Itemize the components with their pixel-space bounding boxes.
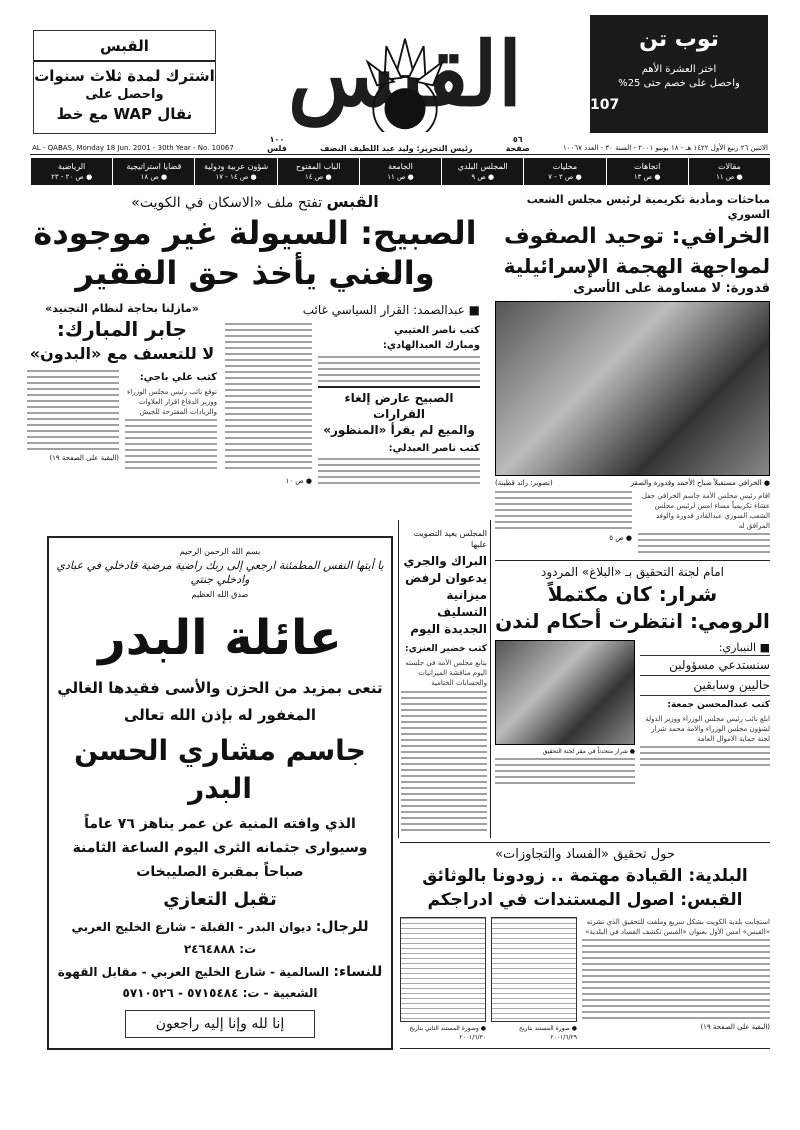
jaber-kicker: «مازلنا بحاجة لنظام التجنيد» — [45, 302, 199, 315]
obituary-men-phone: ت: ٢٤٦٤٨٨٨ — [183, 942, 257, 956]
barrak-headline: البراك والجري يدعوان لرفض ميزانية التسليف الجديدة اليوم — [403, 554, 487, 636]
top-ten-line2: واحصل على خصم حتى 25% — [618, 78, 740, 89]
subscribe-ad-line2: واحصل على — [85, 87, 164, 102]
section-page: ● ص ١٨ — [140, 172, 168, 181]
sharar-body — [495, 758, 635, 786]
section-link[interactable] — [359, 158, 441, 185]
pages — [506, 135, 530, 153]
municipality-more: (البقية على الصفحة ١٩) — [700, 1023, 770, 1031]
kharafi-page-ref: ● ص ٥ — [609, 534, 632, 542]
obituary-notice — [47, 536, 393, 1050]
nibari-lead: ابلغ نائب رئيس مجلس الوزراء ووزير الدولة لشؤون مجلس الوزراء والامة محمد شرار لجنة حماية الاموال العامة — [645, 715, 770, 743]
jaber-body-2 — [125, 419, 217, 469]
pages-unit: صفحة — [505, 144, 530, 153]
jaber-headline-1: جابر المبارك: — [56, 317, 188, 341]
kharafi-photo-credit: (تصوير: رائد قطينة) — [495, 479, 553, 487]
section-link[interactable] — [277, 158, 359, 185]
obituary-closing-verse: إنا لله وإنا إليه راجعون — [125, 1010, 315, 1038]
housing-body-col3 — [225, 323, 312, 473]
section-page: ● ص ١٤ - ١٧ — [215, 172, 257, 181]
subscribe-ad — [33, 30, 216, 134]
obituary-name: جاسم مشاري الحسن البدر — [74, 734, 366, 805]
nibari-line1: سنستدعي مسؤولين — [640, 655, 770, 676]
municipality-lead: استجابت بلدية الكويت بشكل سريع وملفت للتحقيق الذي نشرته «القبس» امس الأول بعنوان «القبس تكشف الفساد في البلدية» — [585, 918, 770, 936]
masthead-rule — [30, 154, 770, 155]
section-label: المجلس البلدي — [457, 161, 508, 171]
housing-body-col4 — [318, 458, 480, 484]
kharafi-kicker: مباحثات ومأدبة تكريمية لرئيس مجلس الشعب السوري — [526, 193, 770, 221]
kharafi-body — [638, 533, 770, 555]
price-unit: فلس — [267, 144, 287, 153]
obituary-verse-end: صدق الله العظيم — [191, 590, 249, 599]
jaber-body-1 — [27, 370, 119, 450]
subscribe-ad-line1: اشترك لمدة ثلاث سنوات — [34, 67, 215, 85]
barrak-lead: يتابع مجلس الأمة في جلسته اليوم مناقشة الميزانيات والحسابات الختامية — [405, 659, 487, 687]
sharar-kicker: امام لجنة التحقيق بـ «البلاغ» المردود — [541, 565, 724, 579]
sharar-headline-2: الرومي: انتظرت أحكام لندن — [495, 609, 770, 633]
obituary-men-label: للرجال: — [315, 919, 369, 935]
obituary-condolences: تقبل التعازي — [163, 889, 277, 910]
obituary-women-2: الشعبية - ت: ٥٧١٥٤٨٤ - ٥٧١٠٥٢٦ — [122, 986, 318, 1000]
samad-block — [225, 301, 480, 486]
right-region — [495, 192, 770, 786]
sharar-headline-1: شرار: كان مكتملاً — [547, 582, 718, 606]
document-2-caption: ● وصورة المستند الثاني بتاريخ ٢٠٠١/٦/٣٠ — [409, 1025, 486, 1041]
obituary-line4: وسيوارى جثمانه الثرى اليوم الساعة الثامنة — [72, 840, 368, 856]
price-value: ١٠٠ — [269, 135, 285, 144]
price — [267, 135, 287, 153]
top-ten-number: 107 — [590, 97, 620, 113]
obituary-men-address: ديوان البدر - القبلة - شارع الخليج العربي — [71, 920, 312, 934]
obituary-verse: يا أيتها النفس المطمئنة ارجعي إلى ربك راضية مرضية فادخلي في عبادي وادخلي جنتي — [56, 559, 384, 586]
barrak-block — [401, 528, 487, 831]
jaber-more: (البقية على الصفحة ١٩) — [49, 454, 119, 462]
section-label: مقالات — [717, 161, 741, 171]
top-ten-ad — [590, 15, 768, 133]
section-page: ● ص ١١ — [716, 172, 743, 181]
section-label: الجامعة — [388, 161, 413, 171]
municipality-body — [582, 939, 770, 1019]
section-page: ● ص ١٣ — [633, 172, 661, 181]
sharar-caption: ● شرار متحدثاً في مقر لجنة التحقيق — [542, 748, 635, 755]
subscribe-ad-brand: القبس — [100, 37, 149, 55]
logo-text: القبس — [287, 22, 523, 126]
kharafi-headline-2: لمواجهة الهجمة الإسرائيلية — [503, 254, 770, 278]
jaber-block — [27, 301, 217, 486]
obituary-line2: المغفور له بإذن الله تعالى — [123, 706, 317, 724]
housing-byline-3: كتب ناصر العبدلي: — [388, 443, 480, 454]
housing-kicker-text: تفتح ملف «الاسكان في الكويت» — [131, 195, 323, 211]
nibari-title: ■ النيباري: — [718, 641, 770, 654]
section-label: شؤون عربية ودولية — [203, 161, 269, 171]
municipality-block — [400, 846, 770, 1049]
masthead-logo — [225, 20, 585, 132]
municipality-headline-2 — [400, 888, 770, 912]
dateline-row — [32, 134, 768, 153]
section-label: اتجاهات — [634, 161, 661, 171]
housing-kicker-brand: القبس — [326, 192, 379, 211]
section-index-bar — [30, 158, 770, 185]
section-link[interactable] — [112, 158, 194, 185]
section-link[interactable] — [441, 158, 523, 185]
housing-body-col1 — [318, 356, 480, 382]
jaber-lead: توقع نائب رئيس مجلس الوزراء ووزير الدفاع اقرار العلاوات والزيادات المقترحة للجيش — [126, 388, 217, 416]
top-ten-brand: توب تن — [639, 27, 719, 52]
obituary-line5: صباحاً بمقبرة الصليبخات — [136, 864, 304, 880]
barrak-byline: كتب خضير العنزي: — [405, 644, 487, 654]
jaber-byline: كتب علي باجي: — [139, 372, 217, 383]
kharafi-body-2 — [495, 491, 632, 531]
housing-page-ref: ● ص ١٠ — [285, 477, 312, 485]
pages-value: ٥٦ — [512, 135, 523, 144]
section-page: ● ص ١١ — [387, 172, 414, 181]
housing-byline-line1: كتب ناصر العتيبي — [393, 325, 480, 336]
section-page: ● ص ٢٠ - ٢٣ — [51, 172, 93, 181]
obituary-line3: الذي وافته المنية عن عمر يناهز ٧٦ عاماً — [84, 816, 356, 832]
municipality-headline-brand: القبس: — [680, 890, 743, 910]
section-link[interactable] — [523, 158, 605, 185]
section-label: الباب المفتوح — [295, 161, 341, 171]
kharafi-lead: اقام رئيس مجلس الأمة جاسم الخرافي حفل عشاء تكريمياً مساء امس لرئيس مجلس الشعب السوري عبدالقادر قدورة والوفد المرافق له — [641, 492, 770, 530]
section-label: قضايا استراتيجية — [126, 161, 182, 171]
english-dateline: AL - QABAS, Monday 18 Jun. 2001 - 30th Year - No. 10067 — [32, 144, 234, 152]
housing-byline-line2: ومبارك العبدالهادي: — [382, 340, 480, 351]
section-link[interactable] — [606, 158, 688, 185]
nibari-byline: كتب عبدالمحسن جمعة: — [667, 700, 770, 710]
housing-headline-1: الصبيح: السيولة غير موجودة — [33, 214, 477, 252]
kharafi-photo — [495, 301, 770, 476]
obituary-family: عائلة البدر — [98, 610, 342, 666]
subscribe-ad-line3: نقال WAP مع خط — [56, 105, 193, 123]
section-link[interactable] — [688, 158, 770, 185]
housing-samad-title: ■ عبدالصمد: القرار السياسي غائب — [302, 303, 480, 317]
barrak-kicker: المجلس يعيد التصويت عليها — [413, 529, 487, 549]
jaber-headline-2: لا للتعسف مع «البدون» — [29, 344, 215, 363]
kharafi-headline-1: الخرافي: توحيد الصفوف — [504, 224, 770, 249]
document-image-2 — [400, 917, 486, 1022]
housing-kicker — [30, 192, 480, 213]
kharafi-caption: ● الخرافي مستقبلاً صباح الأحمد وقدورة والصقر — [630, 479, 770, 487]
housing-headline-2: والغني يأخذ حق الفقير — [75, 254, 435, 292]
document-image-1 — [491, 917, 577, 1022]
municipality-headline-2-text: اصول المستندات في ادراجكم — [427, 890, 675, 910]
editor-in-chief: رئيس التحرير: وليد عبد اللطيف النصف — [320, 144, 473, 153]
obituary-line1: تنعى بمزيد من الحزن والأسى فقيدها الغالي — [57, 679, 383, 697]
section-link[interactable] — [194, 158, 276, 185]
nibari-block — [640, 640, 770, 786]
nibari-body — [640, 746, 770, 770]
obituary-men — [49, 918, 391, 936]
obituary-women-label: للنساء: — [333, 964, 383, 980]
barrak-body — [401, 691, 487, 831]
section-page: ● ص ٢ - ٧ — [548, 172, 582, 181]
housing-region — [30, 192, 480, 486]
section-label: الرياضية — [58, 161, 86, 171]
obituary-basmala: بسم الله الرحمن الرحيم — [179, 547, 261, 556]
sharar-photo — [495, 640, 635, 745]
municipality-kicker: حول تحقيق «الفساد والتجاوزات» — [495, 847, 675, 862]
section-label: محليات — [552, 161, 578, 171]
housing-subhead-1: الصبيح عارض إلغاء القرارات — [344, 391, 454, 421]
nibari-line2: حاليين وسابقين — [640, 676, 770, 696]
section-page: ● ص ١٤ — [305, 172, 332, 181]
document-1-caption: ● صورة المستند بتاريخ ٢٠٠١/٦/٢٩ — [518, 1025, 577, 1041]
housing-subhead-2: والميع لم يقرأ «المنظور» — [323, 423, 475, 437]
arabic-dateline: الاثنين ٢٦ ربيع الأول ١٤٢٢ هـ - ١٨ يونيو ٢٠٠١ - السنة ٣٠ - العدد ١٠٠٦٧ — [563, 144, 768, 152]
kharafi-subhead: قدورة: لا مساومة على الأسرى — [573, 281, 770, 296]
section-link[interactable] — [30, 158, 112, 185]
obituary-women — [49, 963, 391, 981]
top-ten-line1: اختر العشرة الأهم — [641, 64, 717, 75]
section-page: ● ص ٩ — [471, 172, 495, 181]
obituary-women-address: السالمية - شارع الخليج العربي - مقابل القهوة — [57, 965, 330, 979]
municipality-headline-1: البلدية: القيادة مهتمة .. زودونا بالوثائق — [422, 866, 748, 886]
